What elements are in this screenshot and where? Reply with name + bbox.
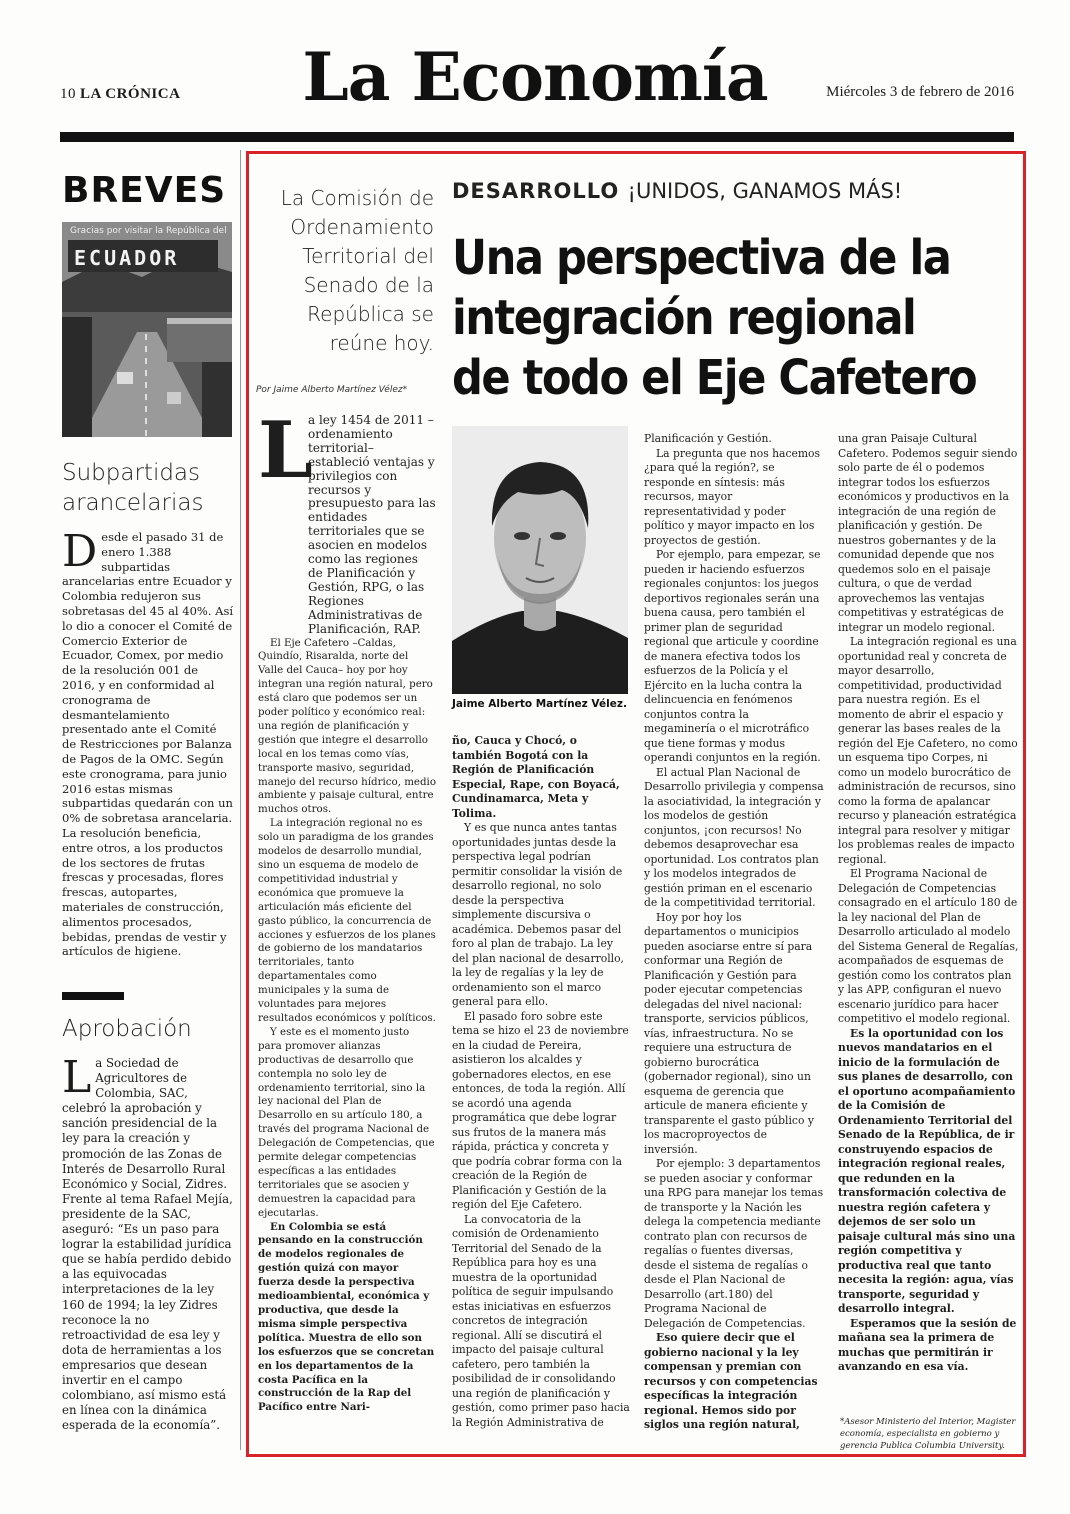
- issue-date: Miércoles 3 de febrero de 2016: [826, 84, 1014, 100]
- breves-title: BREVES: [62, 170, 227, 211]
- breve-divider: [62, 992, 124, 1000]
- col4-para-5: Esperamos que la sesión de mañana sea la primera de muchas que permitirán ir avanzando en esa vía.: [838, 1316, 1017, 1373]
- kicker-tagline: ¡UNIDOS, GANAMOS MÁS!: [627, 179, 903, 203]
- breve-1-text: esde el pasado 31 de enero 1.388 subpartidas arancelarias entre Ecuador y Colombia redujeron sus sobretasas del 45 al 40%. Así lo dio a conocer el Comité de Comercio Exterior de Ecuador, Comex, por medio de la resolución 001 de 2016, y en conformidad al cronograma de desmantelamiento presentado ante el Comité de Restricciones por Balanza de Pagos de la OMC. Según este cronograma, para junio 2016 estas mismas subpartidas quedarán con un 0% de sobretasa arancelaria. La resolución beneficia, entre otros, a los productos de los sectores de frutas frescas y procesadas, flores frescas, autopartes, materiales de construcción, alimentos procesados, bebidas, prendas de vestir y artículos de higiene.: [62, 530, 234, 959]
- section-title: La Economía: [302, 38, 768, 116]
- breve-2-text: a Sociedad de Agricultores de Colombia, SAC, celebró la aprobación y sanción presidencial de la ley para la creación y promoción de las Zonas de Interés de Desarrollo Rural Económico y Social, Zidres. Frente al tema Rafael Mejía, presidente de la SAC, aseguró: “Es un paso para lograr la estabilidad jurídica que se había perdido debido a las equivocadas interpretaciones de la ley 160 de 1994; la ley Zidres reconoce la no retroactividad de esa ley y dota de herramientas a los empresarios que desean invertir en el campo colombiano, así mismo está en línea con la dinámica esperada de la economía”.: [62, 1056, 233, 1433]
- photo-sign-top: Gracias por visitar la República del: [70, 226, 227, 236]
- article-headline: [452, 228, 1022, 408]
- ecuador-border-photo: [62, 222, 232, 437]
- breve-2-body: [62, 1052, 234, 1433]
- author-footnote: *Asesor Ministerio del Interior, Magister economía, especialista en gobierno y gerencia Publica Columbia University.: [840, 1417, 1016, 1451]
- breve-1-dropcap: D: [62, 526, 98, 577]
- col3-para-6: Por ejemplo: 3 departamentos se pueden asociar y conformar una RPG para manejar los temas de transporte y la Nación les delega la competencia mediante contrato plan con recursos de regalías o fuentes diversas, desde el sistema de regalías o desde el Plan Nacional de Desarrollo (art.180) del Programa Nacional de Delegación de Competencias.: [644, 1157, 824, 1330]
- kicker-section: DESARROLLO: [452, 179, 620, 203]
- page-number: 10: [60, 86, 76, 102]
- breve-2-dropcap: L: [62, 1052, 92, 1103]
- col1-para-2: El Eje Cafetero –Caldas, Quindío, Risaralda, norte del Valle del Cauca– hoy por hoy integran una región natural, pero está claro que podemos ser un poder político y económico real: una región de planificación y gestión que integre el desarrollo local en los temas como vías, transporte masivo, seguridad, manejo del recurso hídrico, medio ambiente y paisaje cultural, entre muchos otros.: [258, 636, 437, 816]
- col2-para-4: La convocatoria de la comisión de Ordenamiento Territorial del Senado de la República para hoy es una muestra de la oportunidad política de seguir impulsando estas iniciativas en esfuerzos concretos de integración regional. Allí se discutirá el impacto del paisaje cultural cafetero, pero también la posibilidad de ir consolidando una región de planificación y gestión, como primer paso hacia la Región Administrativa de: [452, 1212, 630, 1429]
- article-column-2: [452, 734, 630, 1430]
- photo-sign: ECUADOR: [74, 246, 180, 270]
- col3-para-7: Eso quiere decir que el gobierno nacional y la ley compensan y premian con recursos y con competencias específicas la integración regional. Hemos sido por siglos una región natural,: [644, 1331, 818, 1431]
- col4-para-4: Es la oportunidad con los nuevos mandatarios en el inicio de la formulación de sus planes de desarrollo, con el oportuno acompañamiento de la Comisión de Ordenamiento Territorial del Senado de la República, de ir construyendo espacios de integración regional reales, que redunden en la transformación colectiva de nuestra región cafetera y dejemos de ser solo un paisaje cultural más sino una región competitiva y productiva real que tanto necesita la región: agua, vías transporte, seguridad y desarrollo integral.: [838, 1026, 1016, 1315]
- col3-para-4: El actual Plan Nacional de Desarrollo privilegia y compensa la asociatividad, la integración y los modelos de gestión conjuntos, ¡con recursos! No debemos desaprovechar esa oportunidad. Los contratos plan y los modelos integrados de gestión priman en el escenario de la competitividad territorial.: [644, 765, 824, 909]
- col3-para-1: Planificación y Gestión.: [644, 432, 772, 445]
- breve-1-body: [62, 526, 234, 959]
- col2-para-1: ño, Cauca y Chocó, o también Bogotá con la Región de Planificación Especial, Rape, con Boyacá, Cundinamarca, Meta y Tolima.: [452, 734, 620, 820]
- col4-para-3: El Programa Nacional de Delegación de Competencias consagrado en el artículo 180 de la ley nacional del Plan de Desarrollo articulado al modelo del Sistema General de Regalías, acompañados de esquemas de gestión como los contratos plan y las APP, configuran el nuevo escenario jurídico para hacer competitivo el modelo regional.: [838, 867, 1019, 1025]
- masthead-rule: [60, 132, 1014, 142]
- column-divider: [240, 150, 241, 1450]
- breve-2-title: Aprobación: [62, 1016, 192, 1042]
- author-portrait: [452, 426, 628, 694]
- headline-line-2: integración regional: [452, 290, 916, 346]
- col2-para-3: El pasado foro sobre este tema se hizo el 23 de noviembre en la ciudad de Pereira, asistieron los alcaldes y gobernadores electos, en ese entonces, de toda la región. Allí se acordó una agenda programática que debe lograr sus frutos de la manera más rápida, práctica y concreta y que podría cobrar forma con la creación de la Región de Planificación y Gestión de la región del Eje Cafetero.: [452, 1009, 629, 1211]
- col1-para-4: Y este es el momento justo para promover alianzas productivas de desarrollo que contempla no solo ley de ordenamiento territorial, sino la ley nacional del Plan de Desarrollo en su artículo 180, a través del programa Nacional de Delegación de Competencias, que permite delegar competencias específicas a las entidades territoriales que se asocien y demuestren la capacidad para ejecutarlas.: [258, 1025, 435, 1219]
- article-column-1: [258, 405, 437, 1415]
- article-kicker: [452, 179, 902, 203]
- col3-para-3: Por ejemplo, para empezar, se pueden ir haciendo esfuerzos regionales conjuntos: los juegos deportivos regionales serán una buena causa, pero también el primer plan de seguridad regional que articule y coordine de manera efectiva todos los esfuerzos de la Policía y el Ejército en la lucha contra la delincuencia en fenómenos conjuntos contra la megaminería o el microtráfico que tiene formas y modus operandi conjuntos en la región.: [644, 548, 821, 764]
- col4-para-2: La integración regional es una oportunidad real y concreta de mayor desarrollo, competitividad, productividad para nuestra región. Es el momento de abrir el espacio y generar las bases reales de la región del Eje Cafetero, no como un esquema tipo Corpes, ni como un modelo burocrático de administración de recursos, sino como la forma de apalancar recurso y planeación estratégica integral para resolver y mitigar los problemas reales de impacto regional.: [838, 635, 1018, 866]
- col3-para-2: La pregunta que nos hacemos ¿para qué la región?, se responde en síntesis: más recursos, mayor representatividad y poder político y mayor impacto en los proyectos de gestión.: [644, 446, 821, 547]
- breve-1-title: [62, 458, 203, 518]
- col2-para-2: Y es que nunca antes tantas oportunidades juntas desde la perspectiva legal podrían permitir consolidar la visión de desarrollo regional, no solo desde la perspectiva simplemente discursiva o académica. Debemos pasar del foro al plan de trabajo. La ley del plan nacional de desarrollo, la ley de regalías y la ley de ordenamiento son el marco general para ello.: [452, 821, 624, 1008]
- article-deck: La Comisión de Ordenamiento Territorial del Senado de la República se reúne hoy.: [280, 186, 434, 355]
- breve-1-title-line2: arancelarias: [62, 490, 204, 516]
- breve-1-title-line1: Subpartidas: [62, 460, 201, 486]
- headline-line-1: Una perspectiva de la: [452, 230, 951, 286]
- col1-para-3: La integración regional no es solo un paradigma de los grandes modelos de desarrollo mundial, sino un esquema de modelo de competitividad industrial y económica que promueve la articulación más eficiente del gasto público, la concurrencia de acciones y esfuerzos de los planes de gobierno de los mandatarios territoriales, tanto departamentales como municipales y la suma de voluntades para mejores resultados económicos y políticos.: [258, 817, 436, 1024]
- photo-caption: Jaime Alberto Martínez Vélez.: [452, 698, 627, 710]
- col1-para-5: En Colombia se está pensando en la construcción de modelos regionales de gestión quizá con mayor fuerza desde la perspectiva medioambiental, económica y productiva, que desde la misma simple perspectiva política. Muestra de ello son los esfuerzos que se concretan en los departamentos de la costa Pacífica en la construcción de la Rap del Pacífico entre Nari-: [258, 1220, 435, 1414]
- article-dropcap: L: [258, 405, 313, 496]
- article-byline: Por Jaime Alberto Martínez Vélez*: [256, 385, 408, 395]
- newspaper-name: LA CRÓNICA: [80, 86, 181, 102]
- col4-para-1: una gran Paisaje Cultural Cafetero. Podemos seguir siendo solo parte de él o podemos integrar todos los esfuerzos económicos y productivos en la integración de una región de planificación y gestión. De nuestros gobernantes y de la comunidad depende que nos quedemos solo en el paisaje cultura, o que de verdad aprovechemos las ventajas competitivas y estratégicas de integrar un modelo regional.: [838, 432, 1018, 634]
- author-photo: [452, 426, 628, 694]
- article-column-3: [644, 432, 824, 1433]
- article-column-4: [838, 432, 1020, 1375]
- col1-para-1: a ley 1454 de 2011 –ordenamiento territorial– estableció ventajas y privilegios con recursos y presupuesto para las entidades territoriales que se asocien en modelos como las regiones de Planificación y Gestión, RPG, o las Regiones Administrativas de Planificación, RAP.: [308, 413, 436, 636]
- col3-para-5: Hoy por hoy los departamentos o municipios pueden asociarse entre sí para conformar una Región de Planificación y Gestión para poder ejecutar competencias delegadas del nivel nacional: transporte, servicios públicos, vías, infraestructura. No se requiere una estructura de gobierno burocrática (gobernador regional), sino un esquema de gerencia que articule de manera eficiente y transparente el gasto público y los macroproyectos de inversión.: [644, 910, 814, 1156]
- headline-line-3: de todo el Eje Cafetero: [452, 350, 977, 406]
